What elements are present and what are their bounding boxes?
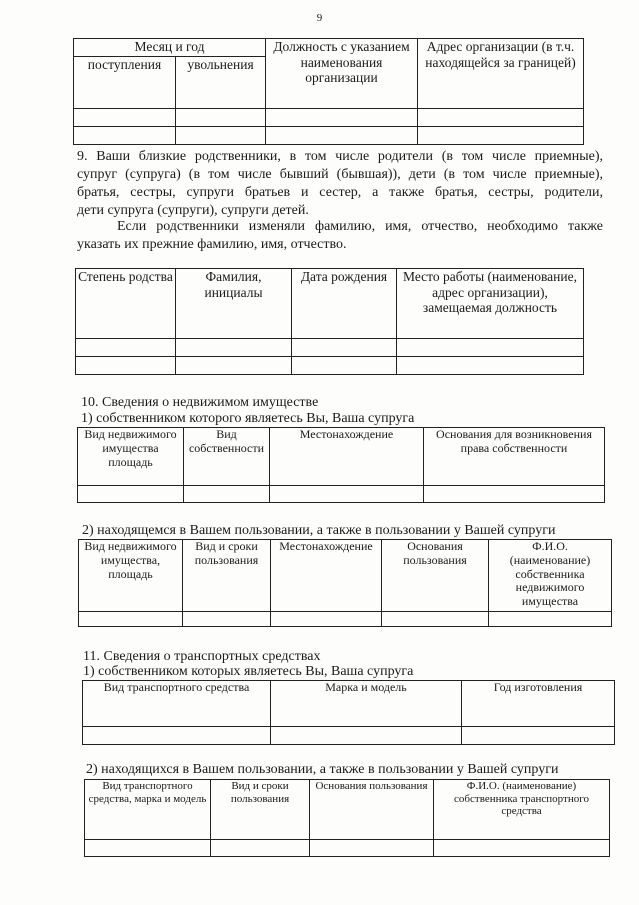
header-vehicle-kind: Вид транспортного средства, марка и модель (85, 780, 211, 840)
table-cell[interactable] (76, 357, 176, 375)
header-realty-kind: Вид недвижимого имущества, площадь (79, 540, 183, 612)
table-cell[interactable] (310, 840, 434, 857)
header-location: Местонахождение (270, 428, 424, 486)
table-row (85, 840, 610, 857)
header-brand-model: Марка и модель (271, 681, 462, 727)
table-cell[interactable] (184, 486, 270, 503)
section11-title: 11. Сведения о транспортных средствах (83, 649, 321, 664)
vehicles-used-table (84, 779, 610, 857)
page-number: 9 (316, 12, 323, 24)
table-cell[interactable] (434, 840, 610, 857)
table-row (78, 486, 605, 503)
header-vehicle-kind: Вид транспортного средства (83, 681, 271, 727)
header-use-terms: Вид и сроки пользования (183, 540, 271, 612)
section9-line4: дети супруга (супруги), супруги детей. (77, 203, 309, 218)
header-month-year: Месяц и год (74, 39, 266, 57)
table-cell[interactable] (266, 109, 418, 127)
table-cell[interactable] (176, 357, 292, 375)
table-cell[interactable] (270, 486, 424, 503)
relatives-table (75, 268, 584, 375)
table-row (74, 127, 584, 145)
table-cell[interactable] (489, 612, 612, 627)
table-row (83, 727, 615, 745)
header-exit: увольнения (176, 57, 266, 109)
section9-line2: супруг (супруга) (в том числе бывший (бывшая)), дети (в том числе приемные), (77, 167, 603, 182)
table-cell[interactable] (462, 727, 615, 745)
table-cell[interactable] (79, 612, 183, 627)
table-cell[interactable] (424, 486, 605, 503)
table-cell[interactable] (176, 339, 292, 357)
header-location: Местонахождение (271, 540, 382, 612)
section9-line3: братья, сестры, супруги братьев и сестер, а также братья, сестры, родители, (77, 185, 603, 200)
table-cell[interactable] (211, 840, 310, 857)
section10-sub1: 1) собственником которого являетесь Вы, Ваша супруга (81, 411, 415, 426)
table-cell[interactable] (266, 127, 418, 145)
table-cell[interactable] (74, 109, 176, 127)
table-cell[interactable] (397, 339, 584, 357)
section11-sub1: 1) собственником которых являетесь Вы, Ваша супруга (83, 664, 414, 679)
section11-sub2: 2) находящихся в Вашем пользовании, а также в пользовании у Вашей супруги (86, 762, 559, 777)
table-cell[interactable] (271, 727, 462, 745)
header-use-grounds: Основания пользования (382, 540, 489, 612)
header-use-grounds: Основания пользования (310, 780, 434, 840)
section10-sub2: 2) находящемся в Вашем пользовании, а также в пользовании у Вашей супруги (82, 523, 556, 538)
section9-line5: Если родственники изменяли фамилию, имя, отчество, необходимо также (117, 219, 603, 234)
header-owner: Ф.И.О. (наименование) собственника недвижимого имущества (489, 540, 612, 612)
table-cell[interactable] (382, 612, 489, 627)
table-row (79, 612, 612, 627)
table-cell[interactable] (418, 109, 584, 127)
table-cell[interactable] (76, 339, 176, 357)
table-cell[interactable] (183, 612, 271, 627)
table-cell[interactable] (176, 109, 266, 127)
section9-line6: указать их прежние фамилию, имя, отчество. (77, 237, 347, 252)
table-cell[interactable] (292, 339, 397, 357)
table-row (74, 109, 584, 127)
table-cell[interactable] (74, 127, 176, 145)
employment-table (73, 38, 584, 145)
header-birth-date: Дата рождения (292, 269, 397, 339)
realty-owned-table (77, 427, 605, 503)
table-cell[interactable] (83, 727, 271, 745)
header-owner: Ф.И.О. (наименование) собственника транспортного средства (434, 780, 610, 840)
table-row (76, 339, 584, 357)
header-work: Место работы (наименование, адрес организации), замещаемая должность (397, 269, 584, 339)
table-cell[interactable] (85, 840, 211, 857)
header-address: Адрес организации (в т.ч. находящейся за границей) (418, 39, 584, 109)
table-row (76, 357, 584, 375)
header-entry: поступления (74, 57, 176, 109)
vehicles-owned-table (82, 680, 615, 745)
header-name: Фамилия, инициалы (176, 269, 292, 339)
section9-line1: 9. Ваши близкие родственники, в том числе родители (в том числе приемные), (77, 149, 603, 164)
header-year: Год изготовления (462, 681, 615, 727)
realty-used-table (78, 539, 612, 627)
header-use-terms: Вид и сроки пользования (211, 780, 310, 840)
header-ownership-grounds: Основания для возникновения права собственности (424, 428, 605, 486)
table-cell[interactable] (397, 357, 584, 375)
header-ownership-kind: Вид собственности (184, 428, 270, 486)
header-position: Должность с указанием наименования организации (266, 39, 418, 109)
table-cell[interactable] (418, 127, 584, 145)
table-cell[interactable] (271, 612, 382, 627)
section10-title: 10. Сведения о недвижимом имуществе (81, 395, 319, 410)
table-cell[interactable] (292, 357, 397, 375)
header-realty-kind: Вид недвижимого имущества площадь (78, 428, 184, 486)
table-cell[interactable] (176, 127, 266, 145)
table-cell[interactable] (78, 486, 184, 503)
header-degree: Степень родства (76, 269, 176, 339)
